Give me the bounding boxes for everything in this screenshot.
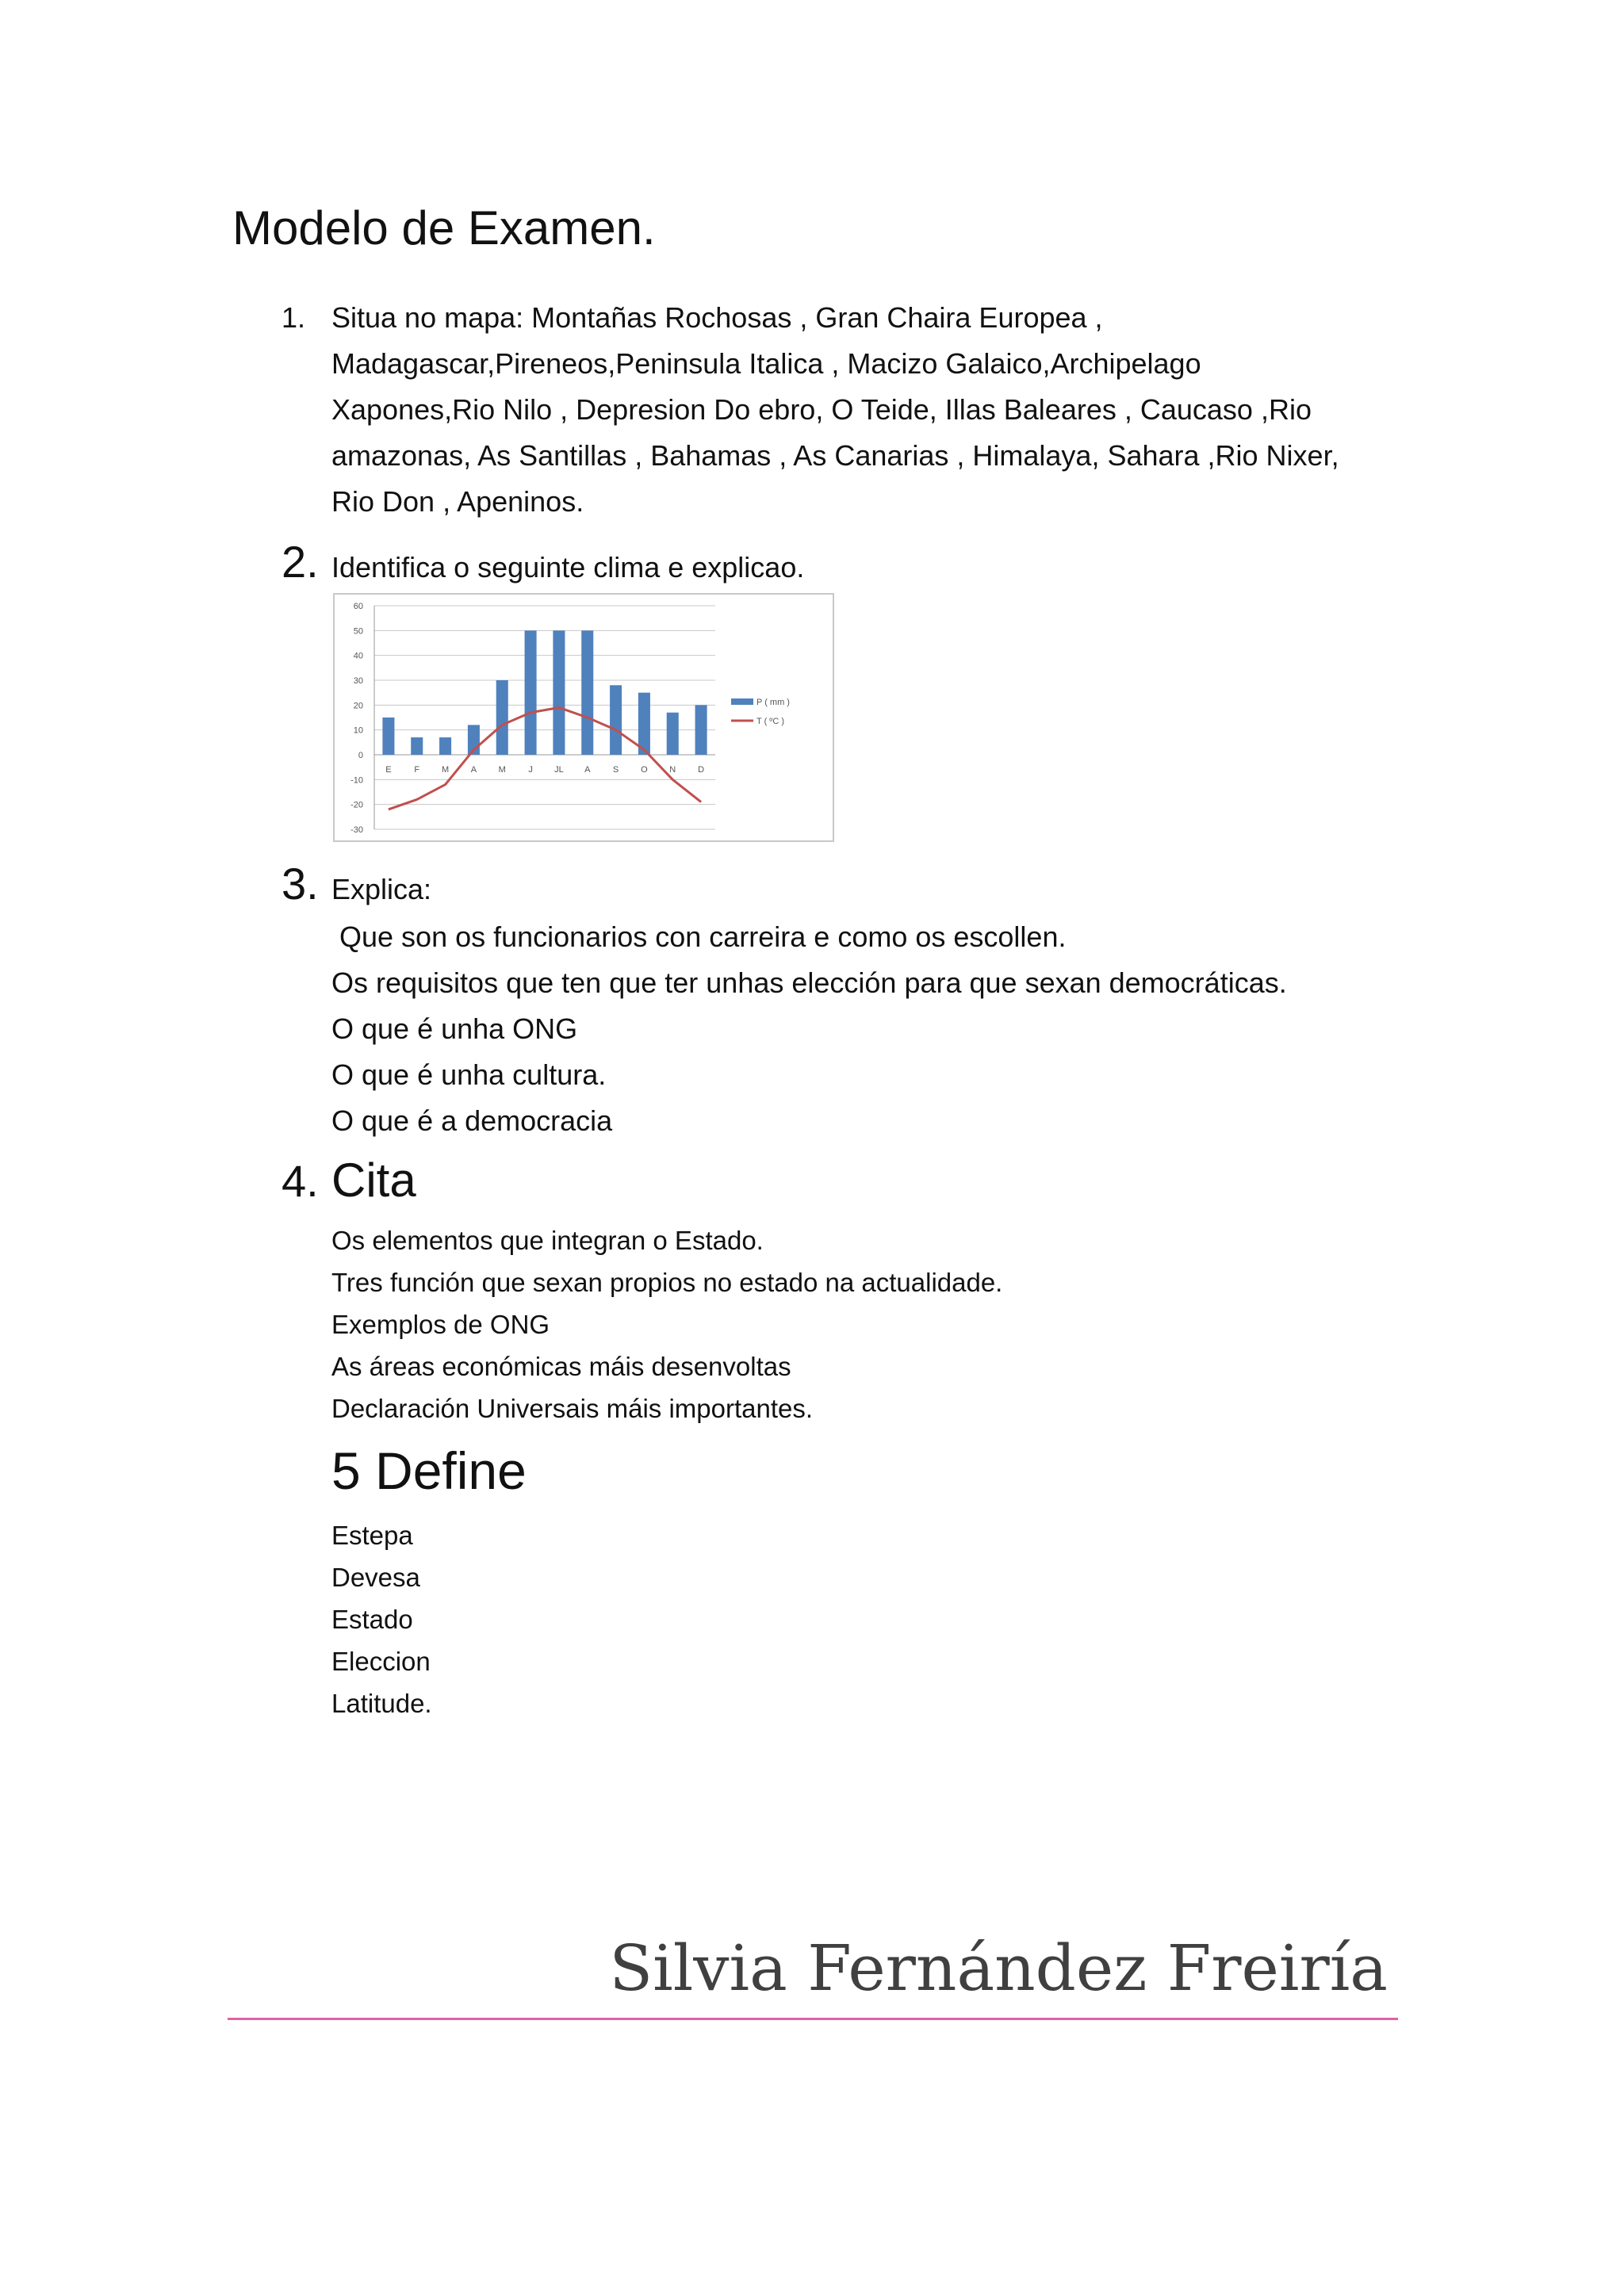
chart-bar bbox=[581, 630, 593, 755]
y-tick-label: 60 bbox=[353, 602, 363, 611]
list-item: Que son os funcionarios con carreira e como os escollen. bbox=[339, 920, 1067, 953]
question-4-number: 4. bbox=[282, 1156, 319, 1206]
y-tick-label: -30 bbox=[350, 825, 363, 835]
question-1-line: Xapones,Rio Nilo , Depresion Do ebro, O Teide, Illas Baleares , Caucaso ,Rio bbox=[331, 393, 1312, 426]
question-3-number: 3. bbox=[282, 859, 319, 909]
legend-label-temperature: T ( ºC ) bbox=[756, 717, 784, 726]
chart-bar bbox=[525, 630, 537, 755]
list-item: As áreas económicas máis desenvoltas bbox=[331, 1352, 791, 1381]
x-tick-label: O bbox=[641, 765, 648, 775]
question-1-line: Situa no mapa: Montañas Rochosas , Gran Chaira Europea , bbox=[331, 301, 1103, 334]
question-1-text bbox=[331, 295, 1394, 525]
question-2-number: 2. bbox=[282, 537, 319, 587]
list-item: Eleccion bbox=[331, 1647, 431, 1676]
y-tick-label: -20 bbox=[350, 800, 363, 810]
list-item: O que é unha cultura. bbox=[331, 1058, 607, 1091]
x-tick-label: M bbox=[498, 765, 506, 775]
list-item: Estado bbox=[331, 1605, 413, 1634]
question-1-line: Madagascar,Pireneos,Peninsula Italica , Macizo Galaico,Archipelago bbox=[331, 347, 1201, 380]
list-item: Declaración Universais máis importantes. bbox=[331, 1394, 814, 1423]
question-4-list bbox=[331, 1219, 1002, 1429]
question-3-list bbox=[331, 914, 1287, 1144]
list-item: O que é a democracia bbox=[331, 1104, 613, 1137]
x-tick-label: D bbox=[698, 765, 705, 775]
list-item: Exemplos de ONG bbox=[331, 1310, 550, 1339]
y-tick-label: -10 bbox=[350, 775, 363, 786]
list-item: Latitude. bbox=[331, 1689, 432, 1718]
question-1-number: 1. bbox=[282, 301, 306, 334]
y-tick-label: 40 bbox=[353, 651, 363, 661]
chart-bar bbox=[382, 718, 394, 755]
chart-bar bbox=[553, 630, 565, 755]
chart-bar bbox=[496, 680, 508, 755]
x-tick-label: S bbox=[612, 765, 619, 775]
author-divider bbox=[228, 2018, 1398, 2020]
question-5-list bbox=[331, 1514, 432, 1724]
climate-chart bbox=[333, 593, 834, 842]
author-name: Silvia Fernández Freiría bbox=[609, 1931, 1388, 2005]
x-tick-label: N bbox=[669, 765, 676, 775]
y-tick-label: 30 bbox=[353, 676, 363, 686]
question-3-label: Explica: bbox=[331, 873, 432, 905]
question-1 bbox=[282, 295, 1392, 525]
question-3-heading bbox=[282, 858, 431, 909]
chart-bar bbox=[411, 737, 423, 755]
list-item: O que é unha ONG bbox=[331, 1012, 578, 1045]
x-tick-label: A bbox=[584, 765, 591, 775]
x-tick-label: A bbox=[470, 765, 477, 775]
question-4-heading bbox=[282, 1153, 416, 1207]
list-item: Estepa bbox=[331, 1521, 413, 1550]
question-2-label: Identifica o seguinte clima e explicao. bbox=[331, 551, 805, 584]
list-item: Os elementos que integran o Estado. bbox=[331, 1226, 764, 1255]
legend-swatch-precipitation bbox=[731, 698, 753, 705]
y-tick-label: 0 bbox=[358, 751, 363, 760]
question-1-line: Rio Don , Apeninos. bbox=[331, 485, 584, 518]
chart-bar bbox=[695, 705, 707, 755]
x-tick-label: JL bbox=[554, 765, 564, 775]
y-tick-label: 50 bbox=[353, 626, 363, 637]
list-item: Os requisitos que ten que ter unhas elección para que sexan democráticas. bbox=[331, 966, 1287, 999]
question-5-title: 5 Define bbox=[331, 1441, 527, 1500]
legend-label-precipitation: P ( mm ) bbox=[756, 698, 790, 707]
question-2-heading bbox=[282, 536, 804, 587]
x-tick-label: F bbox=[414, 765, 420, 775]
chart-bar bbox=[610, 685, 622, 755]
x-tick-label: E bbox=[385, 765, 392, 775]
question-4-label: Cita bbox=[331, 1154, 416, 1207]
list-item: Tres función que sexan propios no estado na actualidade. bbox=[331, 1268, 1003, 1297]
x-tick-label: J bbox=[528, 765, 533, 775]
y-tick-label: 10 bbox=[353, 725, 363, 736]
temperature-line bbox=[389, 707, 701, 809]
x-tick-label: M bbox=[441, 765, 450, 775]
page-title: Modelo de Examen. bbox=[232, 201, 656, 254]
chart-bar bbox=[439, 737, 451, 755]
question-1-line: amazonas, As Santillas , Bahamas , As Canarias , Himalaya, Sahara ,Rio Nixer, bbox=[331, 439, 1339, 472]
climate-chart-svg bbox=[335, 595, 833, 840]
y-tick-label: 20 bbox=[353, 701, 363, 711]
chart-bar bbox=[667, 713, 679, 755]
list-item: Devesa bbox=[331, 1563, 420, 1592]
